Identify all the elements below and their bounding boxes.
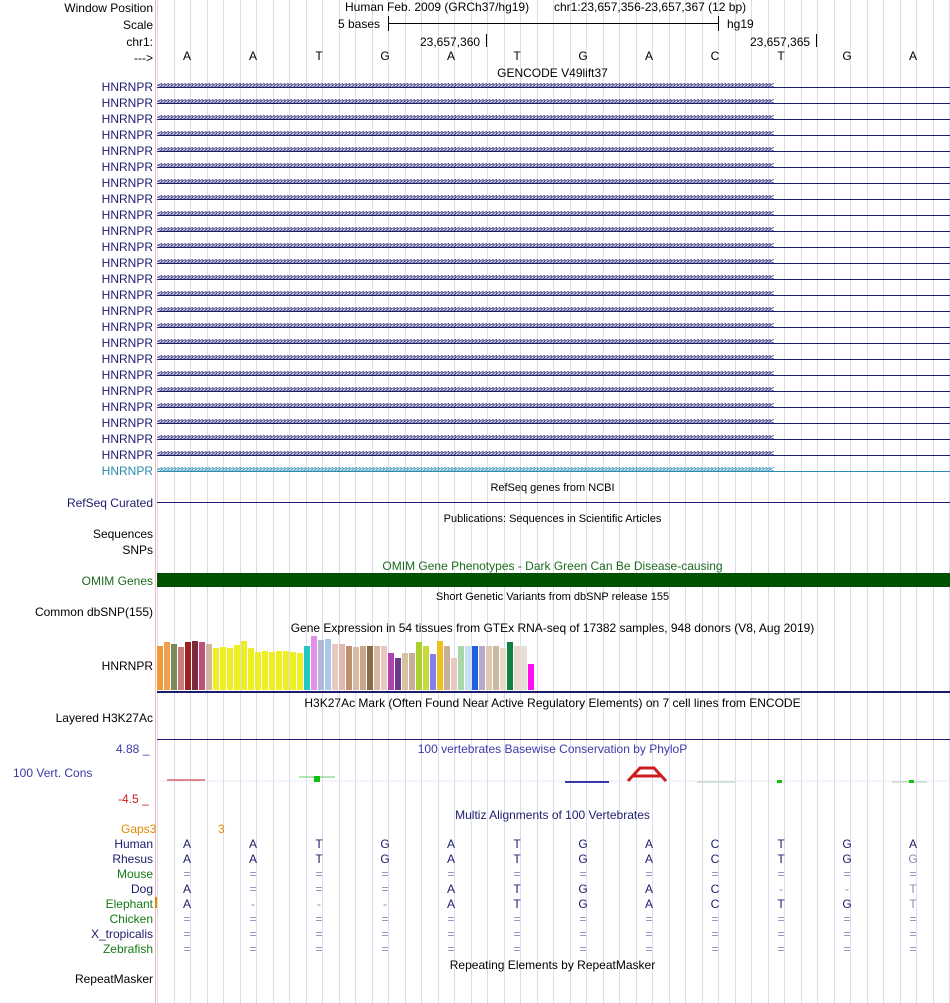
- gencode-gene-label[interactable]: HNRNPR: [101, 240, 153, 254]
- species-label-x_tropicalis[interactable]: X_tropicalis: [90, 927, 153, 941]
- alignment-base: A: [248, 837, 257, 851]
- strand-arrows: <<<<<<<<<<<<<<<<<<<<<<<<<<<<<<<<<<<<<<<<<<<<<<<<<<<<<<<<<<<<<<<<<<<<<<<<<<<<<<<<<<<<<<<<<<<<<<<<<<<<<<<<<<<<<<<<<<<<<<<<<<<<<<<<<<<<<<<<<<<<<<<<<<<<<<<<<<<<<<<<<<<<<<<<<<<<<<<<<<<<: [157, 354, 773, 363]
- gtex-tissue-bar[interactable]: [311, 636, 317, 690]
- gtex-tissue-bar[interactable]: [339, 644, 345, 690]
- strand-arrows: <<<<<<<<<<<<<<<<<<<<<<<<<<<<<<<<<<<<<<<<<<<<<<<<<<<<<<<<<<<<<<<<<<<<<<<<<<<<<<<<<<<<<<<<<<<<<<<<<<<<<<<<<<<<<<<<<<<<<<<<<<<<<<<<<<<<<<<<<<<<<<<<<<<<<<<<<<<<<<<<<<<<<<<<<<<<<<<<<<<<: [157, 338, 773, 347]
- alignment-base: =: [777, 942, 785, 956]
- gtex-tissue-bar[interactable]: [248, 648, 254, 690]
- alignment-base: =: [843, 912, 851, 926]
- gtex-title: Gene Expression in 54 tissues from GTEx RNA-seq of 17382 samples, 948 donors (V8, Aug 2019): [290, 621, 815, 635]
- strand-arrows: <<<<<<<<<<<<<<<<<<<<<<<<<<<<<<<<<<<<<<<<<<<<<<<<<<<<<<<<<<<<<<<<<<<<<<<<<<<<<<<<<<<<<<<<<<<<<<<<<<<<<<<<<<<<<<<<<<<<<<<<<<<<<<<<<<<<<<<<<<<<<<<<<<<<<<<<<<<<<<<<<<<<<<<<<<<<<<<<<<<<: [157, 242, 773, 251]
- alignment-base: A: [248, 852, 257, 866]
- sequence-base: C: [710, 49, 720, 63]
- alignment-base: T: [777, 897, 785, 911]
- alignment-base: =: [447, 942, 455, 956]
- gencode-transcript[interactable]: [157, 402, 950, 412]
- alignment-base: =: [513, 912, 521, 926]
- position-tick-1: 23,657,360: [420, 35, 481, 49]
- alignment-base: =: [777, 867, 785, 881]
- sequence-base: T: [315, 49, 323, 63]
- label-separator: [155, 0, 156, 1003]
- window-position-label: Window Position: [64, 1, 153, 15]
- phylop-signal-5: [628, 768, 666, 781]
- phylop-ymin: -4.5 _: [118, 792, 149, 806]
- alignment-base: =: [909, 867, 917, 881]
- strand-arrows: <<<<<<<<<<<<<<<<<<<<<<<<<<<<<<<<<<<<<<<<<<<<<<<<<<<<<<<<<<<<<<<<<<<<<<<<<<<<<<<<<<<<<<<<<<<<<<<<<<<<<<<<<<<<<<<<<<<<<<<<<<<<<<<<<<<<<<<<<<<<<<<<<<<<<<<<<<<<<<<<<<<<<<<<<<<<<<<<<<<<: [157, 226, 773, 235]
- gencode-gene-label[interactable]: HNRNPR: [101, 112, 153, 126]
- alignment-base: =: [579, 912, 587, 926]
- refseq-title: RefSeq genes from NCBI: [490, 482, 615, 494]
- gtex-tissue-bar[interactable]: [262, 651, 268, 690]
- gencode-transcript[interactable]: [157, 226, 950, 236]
- h3k27ac-label[interactable]: Layered H3K27Ac: [55, 711, 153, 725]
- alignment-base: =: [909, 912, 917, 926]
- window-position: chr1:23,657,356-23,657,367 (12 bp): [554, 0, 747, 14]
- scale-db: hg19: [727, 17, 754, 31]
- gencode-transcript[interactable]: [157, 274, 950, 284]
- gencode-transcript[interactable]: [157, 178, 950, 188]
- gtex-tissue-bar[interactable]: [479, 646, 485, 690]
- gtex-tissue-bar[interactable]: [444, 646, 450, 690]
- phylop-signal-9: [909, 780, 914, 783]
- gtex-label[interactable]: HNRNPR: [101, 659, 153, 673]
- alignment-base: G: [908, 852, 918, 866]
- alignment-base: =: [249, 867, 257, 881]
- gtex-tissue-bar[interactable]: [409, 653, 415, 690]
- alignment-base: -: [251, 897, 255, 911]
- species-label-human[interactable]: Human: [114, 837, 153, 851]
- gtex-tissue-bar[interactable]: [304, 646, 310, 690]
- gtex-tissue-bar[interactable]: [528, 664, 534, 690]
- alignment-base: =: [183, 912, 191, 926]
- alignment-base: =: [249, 942, 257, 956]
- alignment-base: A: [644, 882, 653, 896]
- alignment-base: =: [381, 912, 389, 926]
- gtex-tissue-bar[interactable]: [465, 646, 471, 690]
- alignment-base: G: [842, 852, 852, 866]
- gencode-transcript[interactable]: [157, 466, 950, 476]
- alignment-base: =: [711, 867, 719, 881]
- strand-arrows: <<<<<<<<<<<<<<<<<<<<<<<<<<<<<<<<<<<<<<<<<<<<<<<<<<<<<<<<<<<<<<<<<<<<<<<<<<<<<<<<<<<<<<<<<<<<<<<<<<<<<<<<<<<<<<<<<<<<<<<<<<<<<<<<<<<<<<<<<<<<<<<<<<<<<<<<<<<<<<<<<<<<<<<<<<<<<<<<<<<<: [157, 210, 773, 219]
- chrom-label: chr1:: [126, 35, 153, 49]
- gtex-tissue-bar[interactable]: [241, 641, 247, 690]
- gtex-bar-chart[interactable]: [157, 636, 537, 690]
- gencode-title: GENCODE V49lift37: [497, 66, 608, 80]
- gtex-tissue-bar[interactable]: [458, 646, 464, 690]
- gencode-gene-label[interactable]: HNRNPR: [101, 144, 153, 158]
- gtex-tissue-bar[interactable]: [430, 654, 436, 690]
- sequence-base: A: [248, 49, 257, 63]
- alignment-base: =: [183, 927, 191, 941]
- gencode-transcript[interactable]: [157, 98, 950, 108]
- gtex-tissue-bar[interactable]: [206, 644, 212, 690]
- strand-arrows: <<<<<<<<<<<<<<<<<<<<<<<<<<<<<<<<<<<<<<<<<<<<<<<<<<<<<<<<<<<<<<<<<<<<<<<<<<<<<<<<<<<<<<<<<<<<<<<<<<<<<<<<<<<<<<<<<<<<<<<<<<<<<<<<<<<<<<<<<<<<<<<<<<<<<<<<<<<<<<<<<<<<<<<<<<<<<<<<<<<<: [157, 258, 773, 267]
- alignment-base: A: [644, 852, 653, 866]
- gtex-tissue-bar[interactable]: [318, 640, 324, 690]
- alignment-base: A: [446, 882, 455, 896]
- alignment-base: =: [447, 927, 455, 941]
- alignment-base: G: [578, 882, 588, 896]
- scale-bar: [388, 23, 718, 24]
- gtex-tissue-bar[interactable]: [360, 646, 366, 690]
- gtex-tissue-bar[interactable]: [500, 648, 506, 690]
- gencode-transcript[interactable]: [157, 146, 950, 156]
- alignment-base: =: [645, 927, 653, 941]
- alignment-base: =: [381, 927, 389, 941]
- gtex-tissue-bar[interactable]: [388, 653, 394, 690]
- alignment-base: =: [513, 927, 521, 941]
- alignment-base: T: [513, 897, 521, 911]
- alignment-base: T: [777, 852, 785, 866]
- strand-arrows: <<<<<<<<<<<<<<<<<<<<<<<<<<<<<<<<<<<<<<<<<<<<<<<<<<<<<<<<<<<<<<<<<<<<<<<<<<<<<<<<<<<<<<<<<<<<<<<<<<<<<<<<<<<<<<<<<<<<<<<<<<<<<<<<<<<<<<<<<<<<<<<<<<<<<<<<<<<<<<<<<<<<<<<<<<<<<<<<<<<<: [157, 290, 773, 299]
- multiz-title: Multiz Alignments of 100 Vertebrates: [455, 808, 650, 822]
- alignment-base: =: [579, 927, 587, 941]
- gencode-gene-label[interactable]: HNRNPR: [101, 336, 153, 350]
- alignment-base: G: [842, 837, 852, 851]
- gencode-gene-label[interactable]: HNRNPR: [101, 384, 153, 398]
- gtex-tissue-bar[interactable]: [416, 642, 422, 690]
- species-label-chicken[interactable]: Chicken: [109, 912, 153, 926]
- repeatmasker-title: Repeating Elements by RepeatMasker: [449, 958, 656, 972]
- alignment-base: -: [779, 882, 783, 896]
- gtex-tissue-bar[interactable]: [213, 648, 219, 690]
- alignment-base: T: [315, 852, 323, 866]
- alignment-base: A: [182, 837, 191, 851]
- gencode-gene-label[interactable]: HNRNPR: [101, 128, 153, 142]
- alignment-base: =: [711, 912, 719, 926]
- strand-arrows: <<<<<<<<<<<<<<<<<<<<<<<<<<<<<<<<<<<<<<<<<<<<<<<<<<<<<<<<<<<<<<<<<<<<<<<<<<<<<<<<<<<<<<<<<<<<<<<<<<<<<<<<<<<<<<<<<<<<<<<<<<<<<<<<<<<<<<<<<<<<<<<<<<<<<<<<<<<<<<<<<<<<<<<<<<<<<<<<<<<<: [157, 386, 773, 395]
- phylop-track[interactable]: [157, 760, 950, 790]
- alignment-base: =: [315, 912, 323, 926]
- alignment-base: -: [317, 897, 321, 911]
- gtex-tissue-bar[interactable]: [164, 642, 170, 690]
- alignment-base: A: [182, 897, 191, 911]
- alignment-base: T: [909, 897, 917, 911]
- sequence-base: G: [842, 49, 852, 63]
- tick-1-mark: [486, 34, 487, 47]
- strand-arrows: <<<<<<<<<<<<<<<<<<<<<<<<<<<<<<<<<<<<<<<<<<<<<<<<<<<<<<<<<<<<<<<<<<<<<<<<<<<<<<<<<<<<<<<<<<<<<<<<<<<<<<<<<<<<<<<<<<<<<<<<<<<<<<<<<<<<<<<<<<<<<<<<<<<<<<<<<<<<<<<<<<<<<<<<<<<<<<<<<<<<: [157, 178, 773, 187]
- gencode-gene-label[interactable]: HNRNPR: [101, 352, 153, 366]
- alignment-base: =: [513, 867, 521, 881]
- gtex-tissue-bar[interactable]: [493, 646, 499, 690]
- gencode-transcript[interactable]: [157, 290, 950, 300]
- gencode-transcript[interactable]: [157, 354, 950, 364]
- omim-label[interactable]: OMIM Genes: [81, 574, 153, 588]
- sequence-base: A: [644, 49, 653, 63]
- alignment-base: G: [380, 852, 390, 866]
- h3k27ac-baseline: [157, 739, 950, 740]
- strand-arrows: <<<<<<<<<<<<<<<<<<<<<<<<<<<<<<<<<<<<<<<<<<<<<<<<<<<<<<<<<<<<<<<<<<<<<<<<<<<<<<<<<<<<<<<<<<<<<<<<<<<<<<<<<<<<<<<<<<<<<<<<<<<<<<<<<<<<<<<<<<<<<<<<<<<<<<<<<<<<<<<<<<<<<<<<<<<<<<<<<<<<: [157, 450, 773, 459]
- position-tick-2: 23,657,365: [750, 35, 811, 49]
- gtex-tissue-bar[interactable]: [423, 646, 429, 690]
- gtex-tissue-bar[interactable]: [514, 646, 520, 690]
- gencode-transcript[interactable]: [157, 386, 950, 396]
- gtex-tissue-bar[interactable]: [381, 646, 387, 690]
- alignment-base: =: [183, 867, 191, 881]
- strand-arrows: <<<<<<<<<<<<<<<<<<<<<<<<<<<<<<<<<<<<<<<<<<<<<<<<<<<<<<<<<<<<<<<<<<<<<<<<<<<<<<<<<<<<<<<<<<<<<<<<<<<<<<<<<<<<<<<<<<<<<<<<<<<<<<<<<<<<<<<<<<<<<<<<<<<<<<<<<<<<<<<<<<<<<<<<<<<<<<<<<<<<: [157, 82, 773, 91]
- refseq-gene-line[interactable]: [157, 502, 950, 503]
- gencode-transcript[interactable]: [157, 82, 950, 92]
- alignment-base: =: [777, 912, 785, 926]
- gtex-tissue-bar[interactable]: [437, 641, 443, 690]
- gtex-tissue-bar[interactable]: [374, 646, 380, 690]
- refseq-label[interactable]: RefSeq Curated: [66, 496, 153, 510]
- alignment-base: G: [578, 837, 588, 851]
- publications-title: Publications: Sequences in Scientific Articles: [443, 513, 662, 525]
- alignment-base: =: [909, 927, 917, 941]
- gtex-tissue-bar[interactable]: [451, 658, 457, 690]
- gencode-gene-label[interactable]: HNRNPR: [101, 80, 153, 94]
- sequence-base: A: [446, 49, 455, 63]
- strand-label: --->: [134, 51, 153, 65]
- alignment-base: =: [249, 912, 257, 926]
- alignment-base: A: [182, 882, 191, 896]
- gencode-transcript[interactable]: [157, 434, 950, 444]
- gtex-tissue-bar[interactable]: [290, 652, 296, 690]
- gencode-gene-label[interactable]: HNRNPR: [101, 176, 153, 190]
- gencode-transcript[interactable]: [157, 194, 950, 204]
- gencode-transcript[interactable]: [157, 338, 950, 348]
- sequence-base: A: [908, 49, 917, 63]
- gtex-tissue-bar[interactable]: [283, 651, 289, 690]
- alignment-base: =: [513, 942, 521, 956]
- alignment-base: G: [578, 897, 588, 911]
- strand-arrows: <<<<<<<<<<<<<<<<<<<<<<<<<<<<<<<<<<<<<<<<<<<<<<<<<<<<<<<<<<<<<<<<<<<<<<<<<<<<<<<<<<<<<<<<<<<<<<<<<<<<<<<<<<<<<<<<<<<<<<<<<<<<<<<<<<<<<<<<<<<<<<<<<<<<<<<<<<<<<<<<<<<<<<<<<<<<<<<<<<<<: [157, 162, 773, 171]
- species-label-elephant[interactable]: Elephant: [105, 897, 153, 911]
- gencode-transcript[interactable]: [157, 114, 950, 124]
- alignment-base: C: [710, 897, 720, 911]
- species-label-mouse[interactable]: Mouse: [116, 867, 153, 881]
- gtex-tissue-bar[interactable]: [157, 646, 163, 690]
- gencode-transcript[interactable]: [157, 370, 950, 380]
- alignment-base: T: [909, 882, 917, 896]
- gencode-transcript[interactable]: [157, 258, 950, 268]
- gencode-gene-label[interactable]: HNRNPR: [101, 256, 153, 270]
- alignment-base: =: [579, 867, 587, 881]
- tick-2-mark: [816, 34, 817, 47]
- gtex-tissue-bar[interactable]: [227, 648, 233, 690]
- strand-arrows: <<<<<<<<<<<<<<<<<<<<<<<<<<<<<<<<<<<<<<<<<<<<<<<<<<<<<<<<<<<<<<<<<<<<<<<<<<<<<<<<<<<<<<<<<<<<<<<<<<<<<<<<<<<<<<<<<<<<<<<<<<<<<<<<<<<<<<<<<<<<<<<<<<<<<<<<<<<<<<<<<<<<<<<<<<<<<<<<<<<<: [157, 466, 773, 475]
- scale-label: Scale: [122, 18, 153, 32]
- repeatmasker-label[interactable]: RepeatMasker: [74, 972, 153, 986]
- alignment-base: A: [446, 852, 455, 866]
- alignment-base: A: [644, 897, 653, 911]
- gtex-tissue-bar[interactable]: [367, 646, 373, 690]
- gtex-tissue-bar[interactable]: [276, 651, 282, 690]
- gencode-transcript[interactable]: [157, 322, 950, 332]
- alignment-base: =: [183, 942, 191, 956]
- strand-arrows: <<<<<<<<<<<<<<<<<<<<<<<<<<<<<<<<<<<<<<<<<<<<<<<<<<<<<<<<<<<<<<<<<<<<<<<<<<<<<<<<<<<<<<<<<<<<<<<<<<<<<<<<<<<<<<<<<<<<<<<<<<<<<<<<<<<<<<<<<<<<<<<<<<<<<<<<<<<<<<<<<<<<<<<<<<<<<<<<<<<<: [157, 402, 773, 411]
- gtex-tissue-bar[interactable]: [346, 646, 352, 690]
- gtex-tissue-bar[interactable]: [507, 642, 513, 690]
- sequence-base: G: [380, 49, 390, 63]
- alignment-base: T: [315, 837, 323, 851]
- phylop-signal-7: [777, 780, 782, 783]
- alignment-base: =: [843, 927, 851, 941]
- publications-sequences-label[interactable]: Sequences: [92, 527, 153, 541]
- gtex-tissue-bar[interactable]: [178, 647, 184, 690]
- alignment-base: =: [381, 882, 389, 896]
- gtex-tissue-bar[interactable]: [297, 653, 303, 690]
- alignment-base: =: [777, 927, 785, 941]
- gencode-transcript[interactable]: [157, 306, 950, 316]
- alignment-base: =: [645, 942, 653, 956]
- sequence-base: G: [578, 49, 588, 63]
- alignment-base: A: [182, 852, 191, 866]
- alignment-base: T: [777, 837, 785, 851]
- gtex-tissue-bar[interactable]: [325, 639, 331, 690]
- alignment-base: =: [249, 882, 257, 896]
- gtex-tissue-bar[interactable]: [171, 644, 177, 690]
- multiz-gaps-label[interactable]: Gaps3: [121, 822, 157, 836]
- gencode-gene-label[interactable]: HNRNPR: [101, 272, 153, 286]
- alignment-base: =: [447, 867, 455, 881]
- dbsnp-title: Short Genetic Variants from dbSNP release 155: [435, 591, 670, 603]
- gtex-tissue-bar[interactable]: [486, 646, 492, 690]
- alignment-base: =: [909, 942, 917, 956]
- alignment-base: T: [513, 837, 521, 851]
- gtex-tissue-bar[interactable]: [521, 646, 527, 690]
- alignment-base: C: [710, 882, 720, 896]
- sequence-base: A: [182, 49, 191, 63]
- gtex-tissue-bar[interactable]: [220, 647, 226, 690]
- strand-arrows: <<<<<<<<<<<<<<<<<<<<<<<<<<<<<<<<<<<<<<<<<<<<<<<<<<<<<<<<<<<<<<<<<<<<<<<<<<<<<<<<<<<<<<<<<<<<<<<<<<<<<<<<<<<<<<<<<<<<<<<<<<<<<<<<<<<<<<<<<<<<<<<<<<<<<<<<<<<<<<<<<<<<<<<<<<<<<<<<<<<<: [157, 370, 773, 379]
- gencode-transcript[interactable]: [157, 130, 950, 140]
- dbsnp-label[interactable]: Common dbSNP(155): [34, 605, 153, 619]
- phylop-label[interactable]: 100 Vert. Cons: [13, 766, 93, 780]
- gencode-transcript[interactable]: [157, 210, 950, 220]
- gencode-gene-label[interactable]: HNRNPR: [101, 368, 153, 382]
- phylop-signal-3: [314, 776, 320, 782]
- gtex-tissue-bar[interactable]: [255, 652, 261, 690]
- strand-arrows: <<<<<<<<<<<<<<<<<<<<<<<<<<<<<<<<<<<<<<<<<<<<<<<<<<<<<<<<<<<<<<<<<<<<<<<<<<<<<<<<<<<<<<<<<<<<<<<<<<<<<<<<<<<<<<<<<<<<<<<<<<<<<<<<<<<<<<<<<<<<<<<<<<<<<<<<<<<<<<<<<<<<<<<<<<<<<<<<<<<<: [157, 146, 773, 155]
- assembly-title: Human Feb. 2009 (GRCh37/hg19): [345, 0, 530, 14]
- phylop-title: 100 vertebrates Basewise Conservation by PhyloP: [417, 742, 688, 756]
- strand-arrows: <<<<<<<<<<<<<<<<<<<<<<<<<<<<<<<<<<<<<<<<<<<<<<<<<<<<<<<<<<<<<<<<<<<<<<<<<<<<<<<<<<<<<<<<<<<<<<<<<<<<<<<<<<<<<<<<<<<<<<<<<<<<<<<<<<<<<<<<<<<<<<<<<<<<<<<<<<<<<<<<<<<<<<<<<<<<<<<<<<<<: [157, 98, 773, 107]
- gencode-gene-label[interactable]: HNRNPR: [101, 208, 153, 222]
- strand-arrows: <<<<<<<<<<<<<<<<<<<<<<<<<<<<<<<<<<<<<<<<<<<<<<<<<<<<<<<<<<<<<<<<<<<<<<<<<<<<<<<<<<<<<<<<<<<<<<<<<<<<<<<<<<<<<<<<<<<<<<<<<<<<<<<<<<<<<<<<<<<<<<<<<<<<<<<<<<<<<<<<<<<<<<<<<<<<<<<<<<<<: [157, 306, 773, 315]
- gencode-transcript[interactable]: [157, 242, 950, 252]
- alignment-base: =: [249, 927, 257, 941]
- gencode-gene-label[interactable]: HNRNPR: [101, 416, 153, 430]
- gtex-tissue-bar[interactable]: [192, 641, 198, 690]
- species-label-dog[interactable]: Dog: [130, 882, 153, 896]
- gencode-gene-label[interactable]: HNRNPR: [101, 400, 153, 414]
- gencode-gene-label[interactable]: HNRNPR: [101, 304, 153, 318]
- gtex-tissue-bar[interactable]: [199, 642, 205, 690]
- alignment-base: =: [315, 867, 323, 881]
- alignment-base: =: [381, 867, 389, 881]
- scale-text: 5 bases: [338, 17, 381, 31]
- alignment-base: A: [644, 837, 653, 851]
- alignment-base: =: [315, 942, 323, 956]
- alignment-base: =: [315, 882, 323, 896]
- alignment-base: T: [513, 852, 521, 866]
- alignment-base: G: [578, 852, 588, 866]
- gtex-tissue-bar[interactable]: [185, 642, 191, 690]
- strand-arrows: <<<<<<<<<<<<<<<<<<<<<<<<<<<<<<<<<<<<<<<<<<<<<<<<<<<<<<<<<<<<<<<<<<<<<<<<<<<<<<<<<<<<<<<<<<<<<<<<<<<<<<<<<<<<<<<<<<<<<<<<<<<<<<<<<<<<<<<<<<<<<<<<<<<<<<<<<<<<<<<<<<<<<<<<<<<<<<<<<<<<: [157, 274, 773, 283]
- alignment-base: C: [710, 837, 720, 851]
- alignment-base: A: [908, 837, 917, 851]
- alignment-base: =: [645, 867, 653, 881]
- gencode-gene-label[interactable]: HNRNPR: [101, 96, 153, 110]
- phylop-ymax: 4.88 _: [116, 742, 150, 756]
- sequence-base: T: [777, 49, 785, 63]
- alignment-base: =: [843, 942, 851, 956]
- omim-gene-bar[interactable]: [157, 573, 950, 587]
- gtex-tissue-bar[interactable]: [269, 652, 275, 690]
- alignment-base: =: [711, 927, 719, 941]
- alignment-base: A: [446, 897, 455, 911]
- alignment-base: G: [380, 837, 390, 851]
- strand-arrows: <<<<<<<<<<<<<<<<<<<<<<<<<<<<<<<<<<<<<<<<<<<<<<<<<<<<<<<<<<<<<<<<<<<<<<<<<<<<<<<<<<<<<<<<<<<<<<<<<<<<<<<<<<<<<<<<<<<<<<<<<<<<<<<<<<<<<<<<<<<<<<<<<<<<<<<<<<<<<<<<<<<<<<<<<<<<<<<<<<<<: [157, 434, 773, 443]
- publications-snps-label[interactable]: SNPs: [122, 543, 153, 557]
- strand-arrows: <<<<<<<<<<<<<<<<<<<<<<<<<<<<<<<<<<<<<<<<<<<<<<<<<<<<<<<<<<<<<<<<<<<<<<<<<<<<<<<<<<<<<<<<<<<<<<<<<<<<<<<<<<<<<<<<<<<<<<<<<<<<<<<<<<<<<<<<<<<<<<<<<<<<<<<<<<<<<<<<<<<<<<<<<<<<<<<<<<<<: [157, 322, 773, 331]
- gencode-gene-label[interactable]: HNRNPR: [101, 224, 153, 238]
- alignment-base: -: [383, 897, 387, 911]
- omim-title: OMIM Gene Phenotypes - Dark Green Can Be Disease-causing: [382, 559, 723, 573]
- gencode-gene-label[interactable]: HNRNPR: [101, 288, 153, 302]
- strand-arrows: <<<<<<<<<<<<<<<<<<<<<<<<<<<<<<<<<<<<<<<<<<<<<<<<<<<<<<<<<<<<<<<<<<<<<<<<<<<<<<<<<<<<<<<<<<<<<<<<<<<<<<<<<<<<<<<<<<<<<<<<<<<<<<<<<<<<<<<<<<<<<<<<<<<<<<<<<<<<<<<<<<<<<<<<<<<<<<<<<<<<: [157, 418, 773, 427]
- alignment-base: =: [381, 942, 389, 956]
- gtex-tissue-bar[interactable]: [395, 658, 401, 690]
- scale-bar-right-tick: [718, 16, 719, 31]
- alignment-base: =: [711, 942, 719, 956]
- gtex-tissue-bar[interactable]: [402, 653, 408, 690]
- gtex-baseline: [157, 691, 950, 693]
- species-label-rhesus[interactable]: Rhesus: [112, 852, 153, 866]
- gencode-gene-label[interactable]: HNRNPR: [101, 448, 153, 462]
- alignment-base: -: [845, 882, 849, 896]
- alignment-base: =: [579, 942, 587, 956]
- gencode-gene-label[interactable]: HNRNPR: [101, 192, 153, 206]
- sequence-base: T: [513, 49, 521, 63]
- alignment-base: T: [513, 882, 521, 896]
- gtex-tissue-bar[interactable]: [234, 645, 240, 690]
- alignment-base: C: [710, 852, 720, 866]
- alignment-base: =: [645, 912, 653, 926]
- gencode-gene-label[interactable]: HNRNPR: [101, 160, 153, 174]
- alignment-base: G: [842, 897, 852, 911]
- alignment-base: A: [446, 837, 455, 851]
- gencode-transcript[interactable]: [157, 418, 950, 428]
- alignment-base: =: [447, 912, 455, 926]
- strand-arrows: <<<<<<<<<<<<<<<<<<<<<<<<<<<<<<<<<<<<<<<<<<<<<<<<<<<<<<<<<<<<<<<<<<<<<<<<<<<<<<<<<<<<<<<<<<<<<<<<<<<<<<<<<<<<<<<<<<<<<<<<<<<<<<<<<<<<<<<<<<<<<<<<<<<<<<<<<<<<<<<<<<<<<<<<<<<<<<<<<<<<: [157, 194, 773, 203]
- gtex-tissue-bar[interactable]: [332, 644, 338, 690]
- gencode-gene-label[interactable]: HNRNPR: [101, 432, 153, 446]
- elephant-gap-marker: [155, 897, 157, 908]
- alignment-base: =: [315, 927, 323, 941]
- strand-arrows: <<<<<<<<<<<<<<<<<<<<<<<<<<<<<<<<<<<<<<<<<<<<<<<<<<<<<<<<<<<<<<<<<<<<<<<<<<<<<<<<<<<<<<<<<<<<<<<<<<<<<<<<<<<<<<<<<<<<<<<<<<<<<<<<<<<<<<<<<<<<<<<<<<<<<<<<<<<<<<<<<<<<<<<<<<<<<<<<<<<<: [157, 114, 773, 123]
- alignment-base: =: [843, 867, 851, 881]
- multiz-gaps-value: 3: [218, 822, 225, 836]
- strand-arrows: <<<<<<<<<<<<<<<<<<<<<<<<<<<<<<<<<<<<<<<<<<<<<<<<<<<<<<<<<<<<<<<<<<<<<<<<<<<<<<<<<<<<<<<<<<<<<<<<<<<<<<<<<<<<<<<<<<<<<<<<<<<<<<<<<<<<<<<<<<<<<<<<<<<<<<<<<<<<<<<<<<<<<<<<<<<<<<<<<<<<: [157, 130, 773, 139]
- gencode-gene-label[interactable]: HNRNPR: [101, 464, 153, 478]
- gtex-tissue-bar[interactable]: [472, 646, 478, 690]
- gencode-gene-label[interactable]: HNRNPR: [101, 320, 153, 334]
- species-label-zebrafish[interactable]: Zebrafish: [102, 942, 153, 956]
- h3k27ac-title: H3K27Ac Mark (Often Found Near Active Regulatory Elements) on 7 cell lines from ENCODE: [304, 696, 801, 710]
- gencode-transcript[interactable]: [157, 450, 950, 460]
- gencode-transcript[interactable]: [157, 162, 950, 172]
- gtex-tissue-bar[interactable]: [353, 647, 359, 690]
